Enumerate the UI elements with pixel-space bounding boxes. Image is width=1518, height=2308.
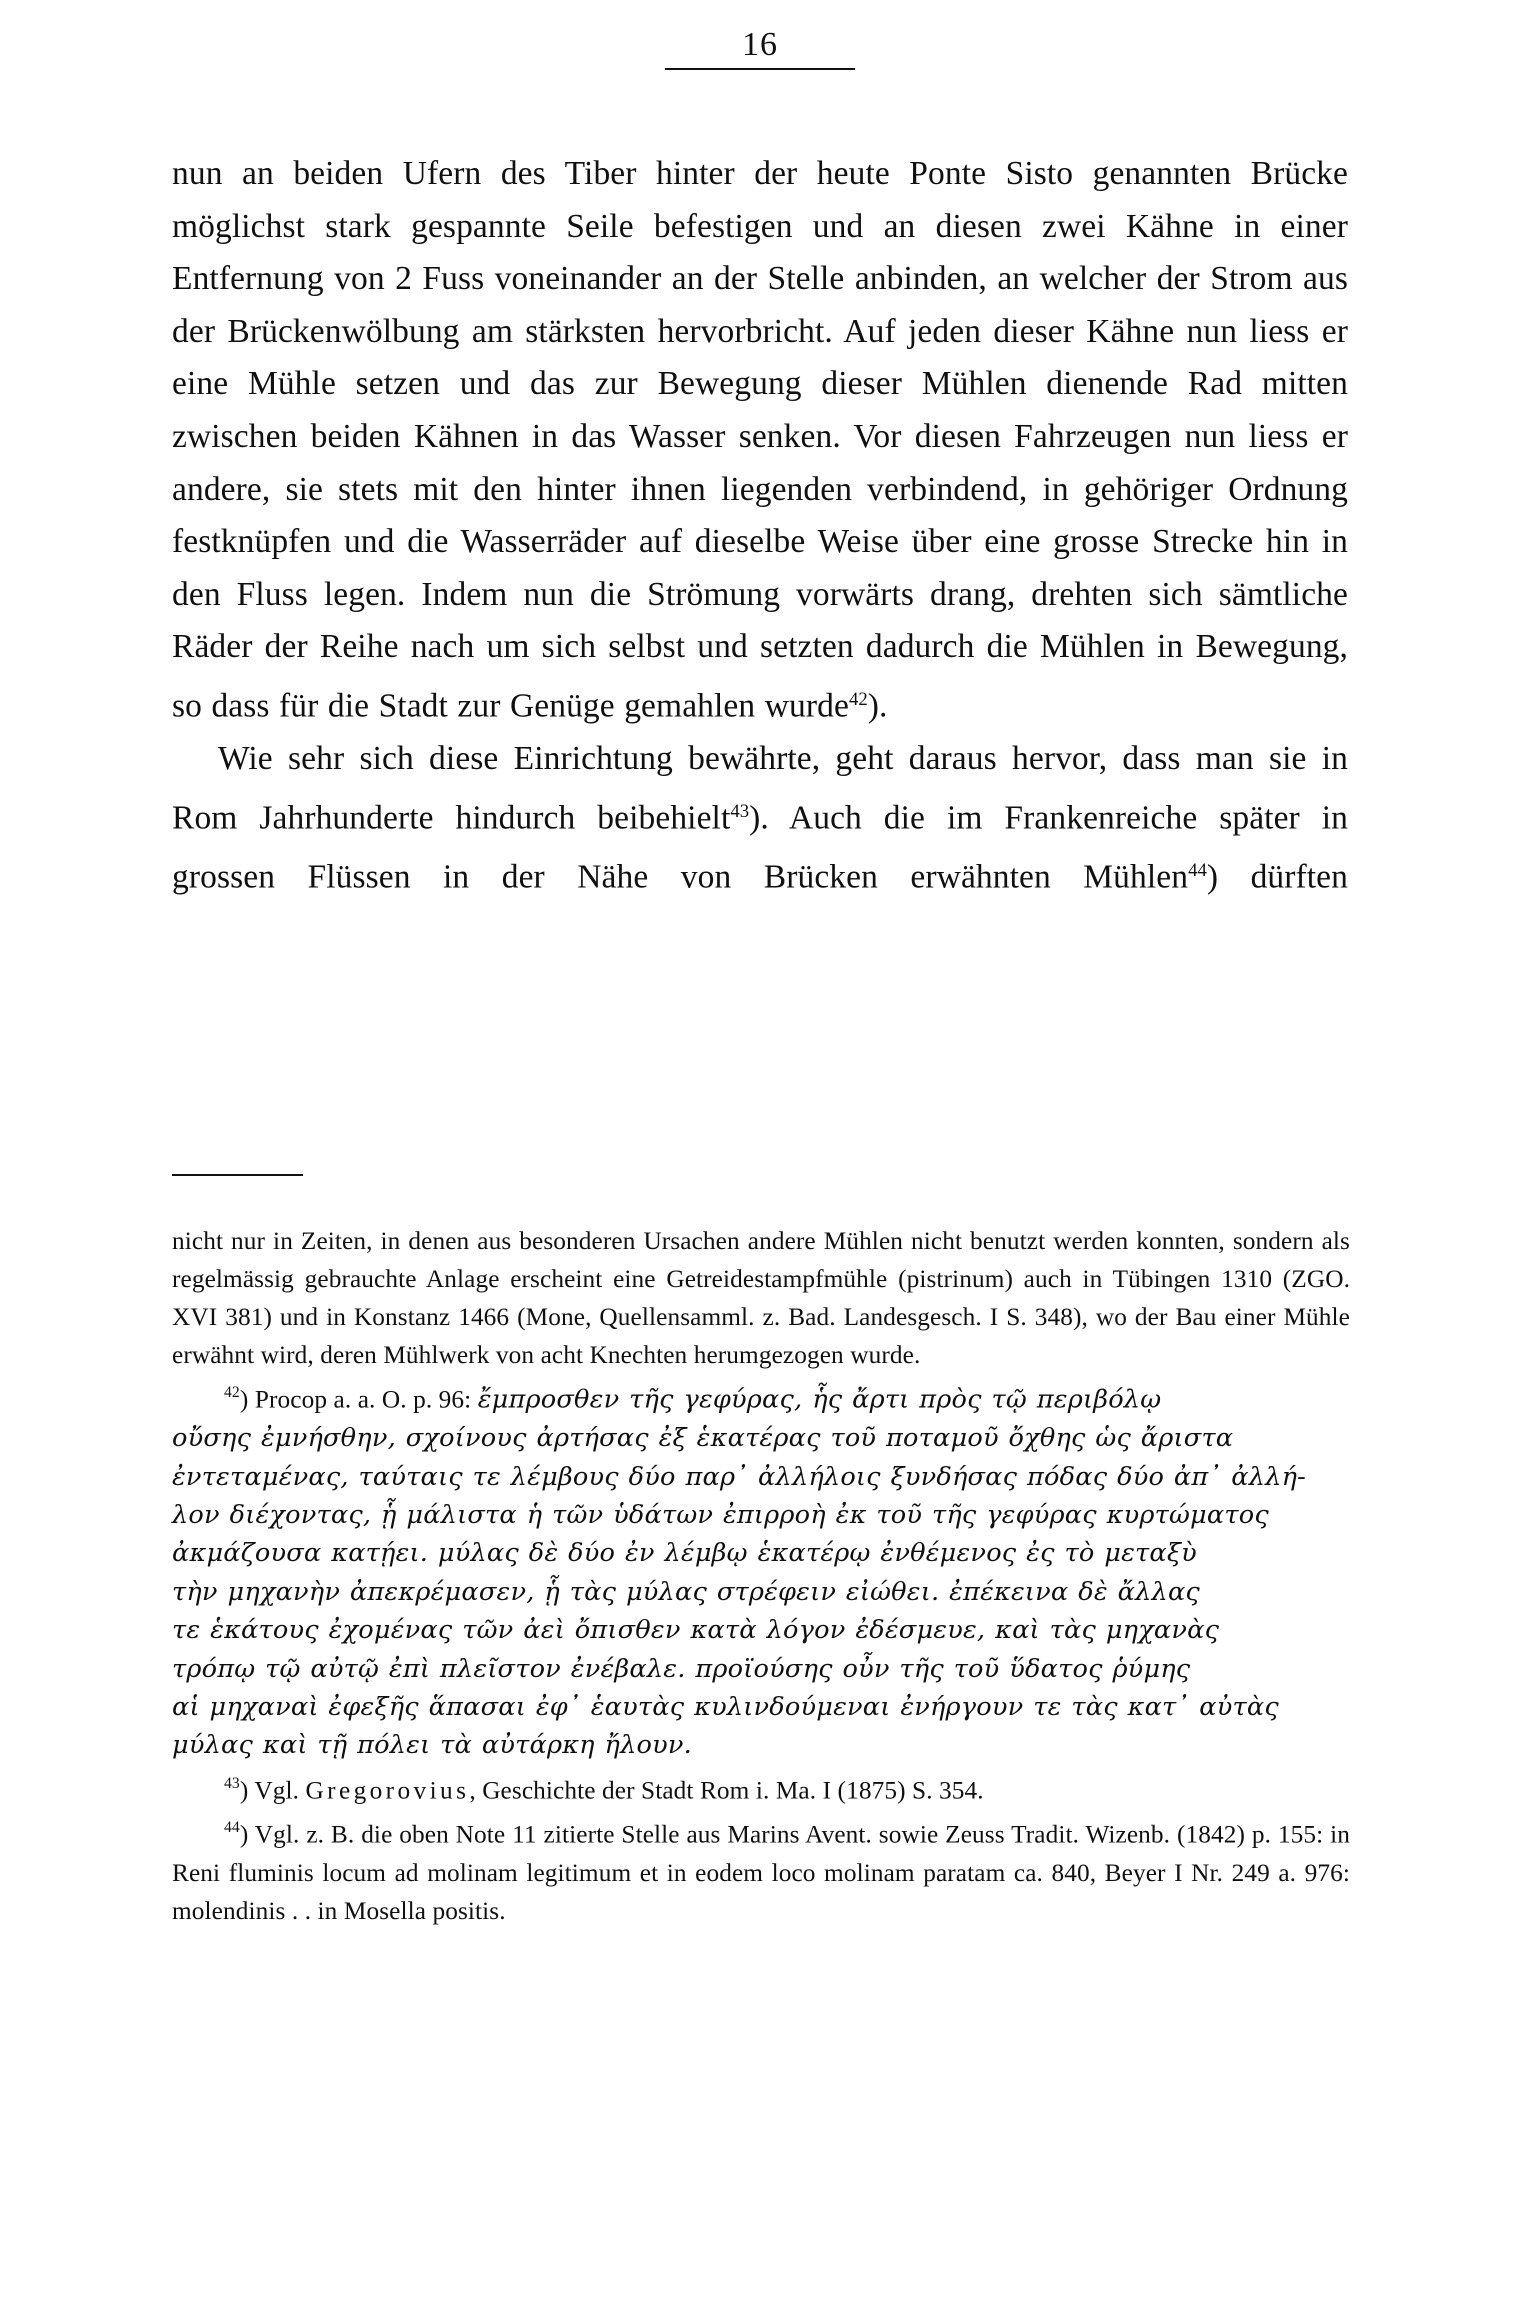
footnote-43-post: , Geschichte der Stadt Rom i. Ma. I (1875) S. 354. [469,1776,984,1805]
footnote-number-42: 42 [224,1384,240,1402]
footnote-number-44: 44 [224,1819,240,1837]
paragraph-segment-2: ). Auch die im Frankenreiche später in grossen Flüssen in der Nähe von Brücken erwähnten Mühlen [172,799,1348,896]
footnote-42-greek-line-2: ἐντεταμένας, ταύταις τε λέμβους δύο παρ᾽ ἀλλήλοις ξυνδήσας πόδας δύο ἀπ᾽ ἀλλή- [172,1461,1306,1492]
paragraph-text: nun an beiden Ufern des Tiber hinter der heute Ponte Sisto genannten Brücke möglichst stark gespannte Seile befestigen und an diesen zwei Kähne in einer Entfernung von 2 Fuss voneinander an der Stelle anbinden, an welcher der Strom aus der Brückenwölbung am stärksten hervorbricht. Auf jeden dieser Kähne nun liess er eine Mühle setzen und das zur Bewegung dieser Mühlen dienende Rad mitten zwischen beiden Kähnen in das Wasser senken. Vor diesen Fahrzeugen nun liess er andere, sie stets mit den hinter ihnen liegenden verbindend, in gehöriger Ordnung festknüpfen und die Wasserräder auf dieselbe Weise über eine grosse Strecke hin in den Fluss legen. Indem nun die Strömung vorwärts drang, drehten sich sämtliche Räder der Reihe nach um sich selbst und setzten dadurch die Mühlen in Bewegung, so dass für die Stadt zur Genüge gemahlen wurde [172,155,1348,725]
page-number: 16 [742,26,778,63]
footnote-number-43: 43 [224,1774,240,1792]
footnote-42 [172,1374,1350,1419]
header-rule [665,68,855,70]
footnote-block [172,1222,1350,1930]
footnote-separator-rule [172,1174,303,1176]
paragraph-segment-1: Wie sehr sich diese Einrichtung bewährte, geht daraus hervor, dass man sie in Rom Jahrhunderte hindurch beibehielt [172,740,1348,837]
footnote-44 [172,1809,1350,1930]
footnote-marker-42[interactable]: 42 [848,688,868,710]
footnote-43-author: Gregorovius [305,1776,470,1805]
footnote-42-greek-line-7: τρόπῳ τῷ αὐτῷ ἐπὶ πλεῖστον ἐνέβαλε. προϊούσης οὖν τῆς τοῦ ὕδατος ῥύμης [172,1653,1191,1684]
paragraph-text-tail: ). [867,687,888,725]
footnote-42-greek-line-8: αἱ μηχαναὶ ἐφεξῆς ἅπασαι ἐφ᾽ ἑαυτὰς κυλινδούμεναι ἐνήργουν τε τὰς κατ᾽ αὐτὰς [172,1691,1279,1722]
footnote-42-greek-line-4: ἀκμάζουσα κατῄει. μύλας δὲ δύο ἐν λέμβῳ ἑκατέρῳ ἐνθέμενος ἐς τὸ μεταξὺ [172,1538,1197,1569]
footnote-42-greek-line-1: οὔσης ἐμνήσθην, σχοίνους ἀρτήσας ἐξ ἑκατέρας τοῦ ποταμοῦ ὄχθης ὡς ἄριστα [172,1423,1234,1454]
paragraph-bewaehrte [172,733,1348,904]
page-header [165,28,1355,70]
footnote-43-pre: ) Vgl. [239,1776,306,1805]
footnote-42-greek-line-9: μύλας καὶ τῇ πόλει τὰ αὐτάρκη ἤλουν. [172,1730,692,1761]
footnote-continued: nicht nur in Zeiten, in denen aus besonderen Ursachen andere Mühlen nicht benutzt werden konnten, sondern als regelmässig gebrauchte Anlage erscheint eine Getreidestampfmühle (pistrinum) auch in Tübingen 1310 (ZGO. XVI 381) und in Konstanz 1466 (Mone, Quellensamml. z. Bad. Landesgesch. I S. 348), wo der Bau einer Mühle erwähnt wird, deren Mühlwerk von acht Knechten herumgezogen wurde. [172,1227,1350,1370]
footnote-42-greek-line-6: τε ἑκάτους ἐχομένας τῶν ἀεὶ ὄπισθεν κατὰ λόγον ἐδέσμευε, καὶ τὰς μηχανὰς [172,1615,1220,1646]
footnote-42-greek-line-5: τὴν μηχανὴν ἀπεκρέμασεν, ᾗ τὰς μύλας στρέφειν εἰώθει. ἐπέκεινα δὲ ἄλλας [172,1576,1200,1607]
footnote-marker-43[interactable]: 43 [730,800,750,822]
footnote-43 [172,1765,1350,1809]
body-text [172,148,1348,904]
footnote-marker-44[interactable]: 44 [1188,859,1207,881]
footnote-42-lead: ) Procop a. a. O. p. 96: [239,1385,478,1414]
paragraph-segment-3: ) dürften [1206,858,1349,896]
footnote-44-text: ) Vgl. z. B. die oben Note 11 zitierte Stelle aus Marins Avent. sowie Zeuss Tradit. Wizenb. (1842) p. 155: in Reni fluminis locum ad molinam legitimum et in eodem loco molinam paratam ca. 840, Beyer I Nr. 249 a. 976: molendinis . . in Mosella positis. [172,1820,1350,1925]
footnote-42-greek-line-0: ἔμπροσθεν τῆς γεφύρας, ἧς ἄρτι πρὸς τῷ περιβόλῳ [477,1384,1162,1415]
footnote-42-greek-line-3: λον διέχοντας, ᾗ μάλιστα ἡ τῶν ὑδάτων ἐπιρροὴ ἐκ τοῦ τῆς γεφύρας κυρτώματος [172,1499,1269,1530]
paragraph-tiber-mills [172,148,1348,733]
